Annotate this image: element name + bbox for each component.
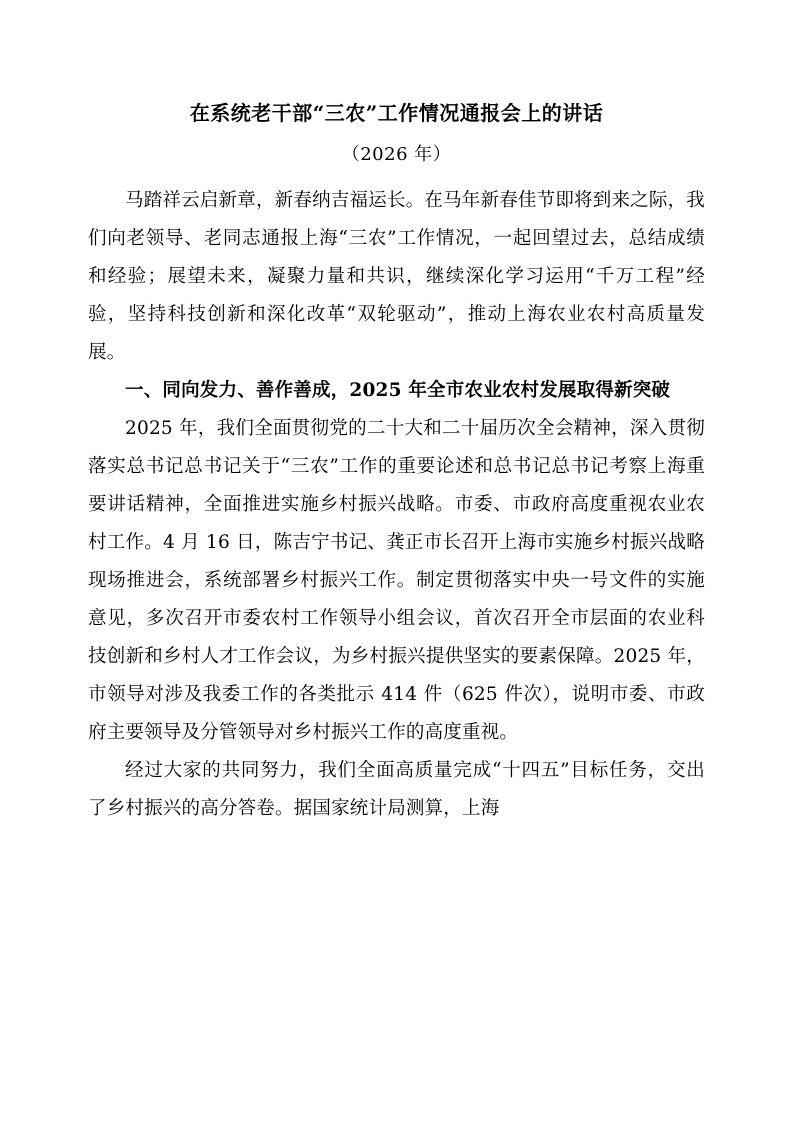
paragraph-section-one-first: 2025 年，我们全面贯彻党的二十大和二十届历次全会精神，深入贯彻落实总书记总书记关于“三农”工作的重要论述和总书记总书记考察上海重要讲话精神，全面推进实施乡村振兴战略。市委、市政府高度重视农业农村工作。4 月 16 日，陈吉宁书记、龚正市长召开上海市实施乡村振兴战略现场推进会，系统部署乡村振兴工作。制定贯彻落实中央一号文件的实施意见，多次召开市委农村工作领导小组会议，首次召开全市层面的农业科技创新和乡村人才工作会议，为乡村振兴提供坚实的要素保障。2025 年，市领导对涉及我委工作的各类批示 414 件（625 件次），说明市委、市政府主要领导及分管领导对乡村振兴工作的高度重视。 bbox=[88, 418, 705, 743]
page-title: 在系统老干部“三农”工作情况通报会上的讲话 bbox=[189, 101, 604, 125]
paragraph-intro: 马踏祥云启新章，新春纳吉福运长。在马年新春佳节即将到来之际，我们向老领导、老同志通报上海“三农”工作情况，一起回望过去，总结成绩和经验；展望未来，凝聚力量和共识，继续深化学习运用“千万工程”经验，坚持科技创新和深化改革“双轮驱动”，推动上海农业农村高质量发展。 bbox=[88, 190, 705, 363]
document-subtitle: （2026 年） bbox=[341, 144, 452, 165]
paragraph-section-one-second: 经过大家的共同努力，我们全面高质量完成“十四五”目标任务，交出了乡村振兴的高分答卷。据国家统计局测算，上海 bbox=[88, 760, 705, 819]
section-heading-one: 一、同向发力、善作善成，2025 年全市农业农村发展取得新突破 bbox=[125, 380, 671, 401]
